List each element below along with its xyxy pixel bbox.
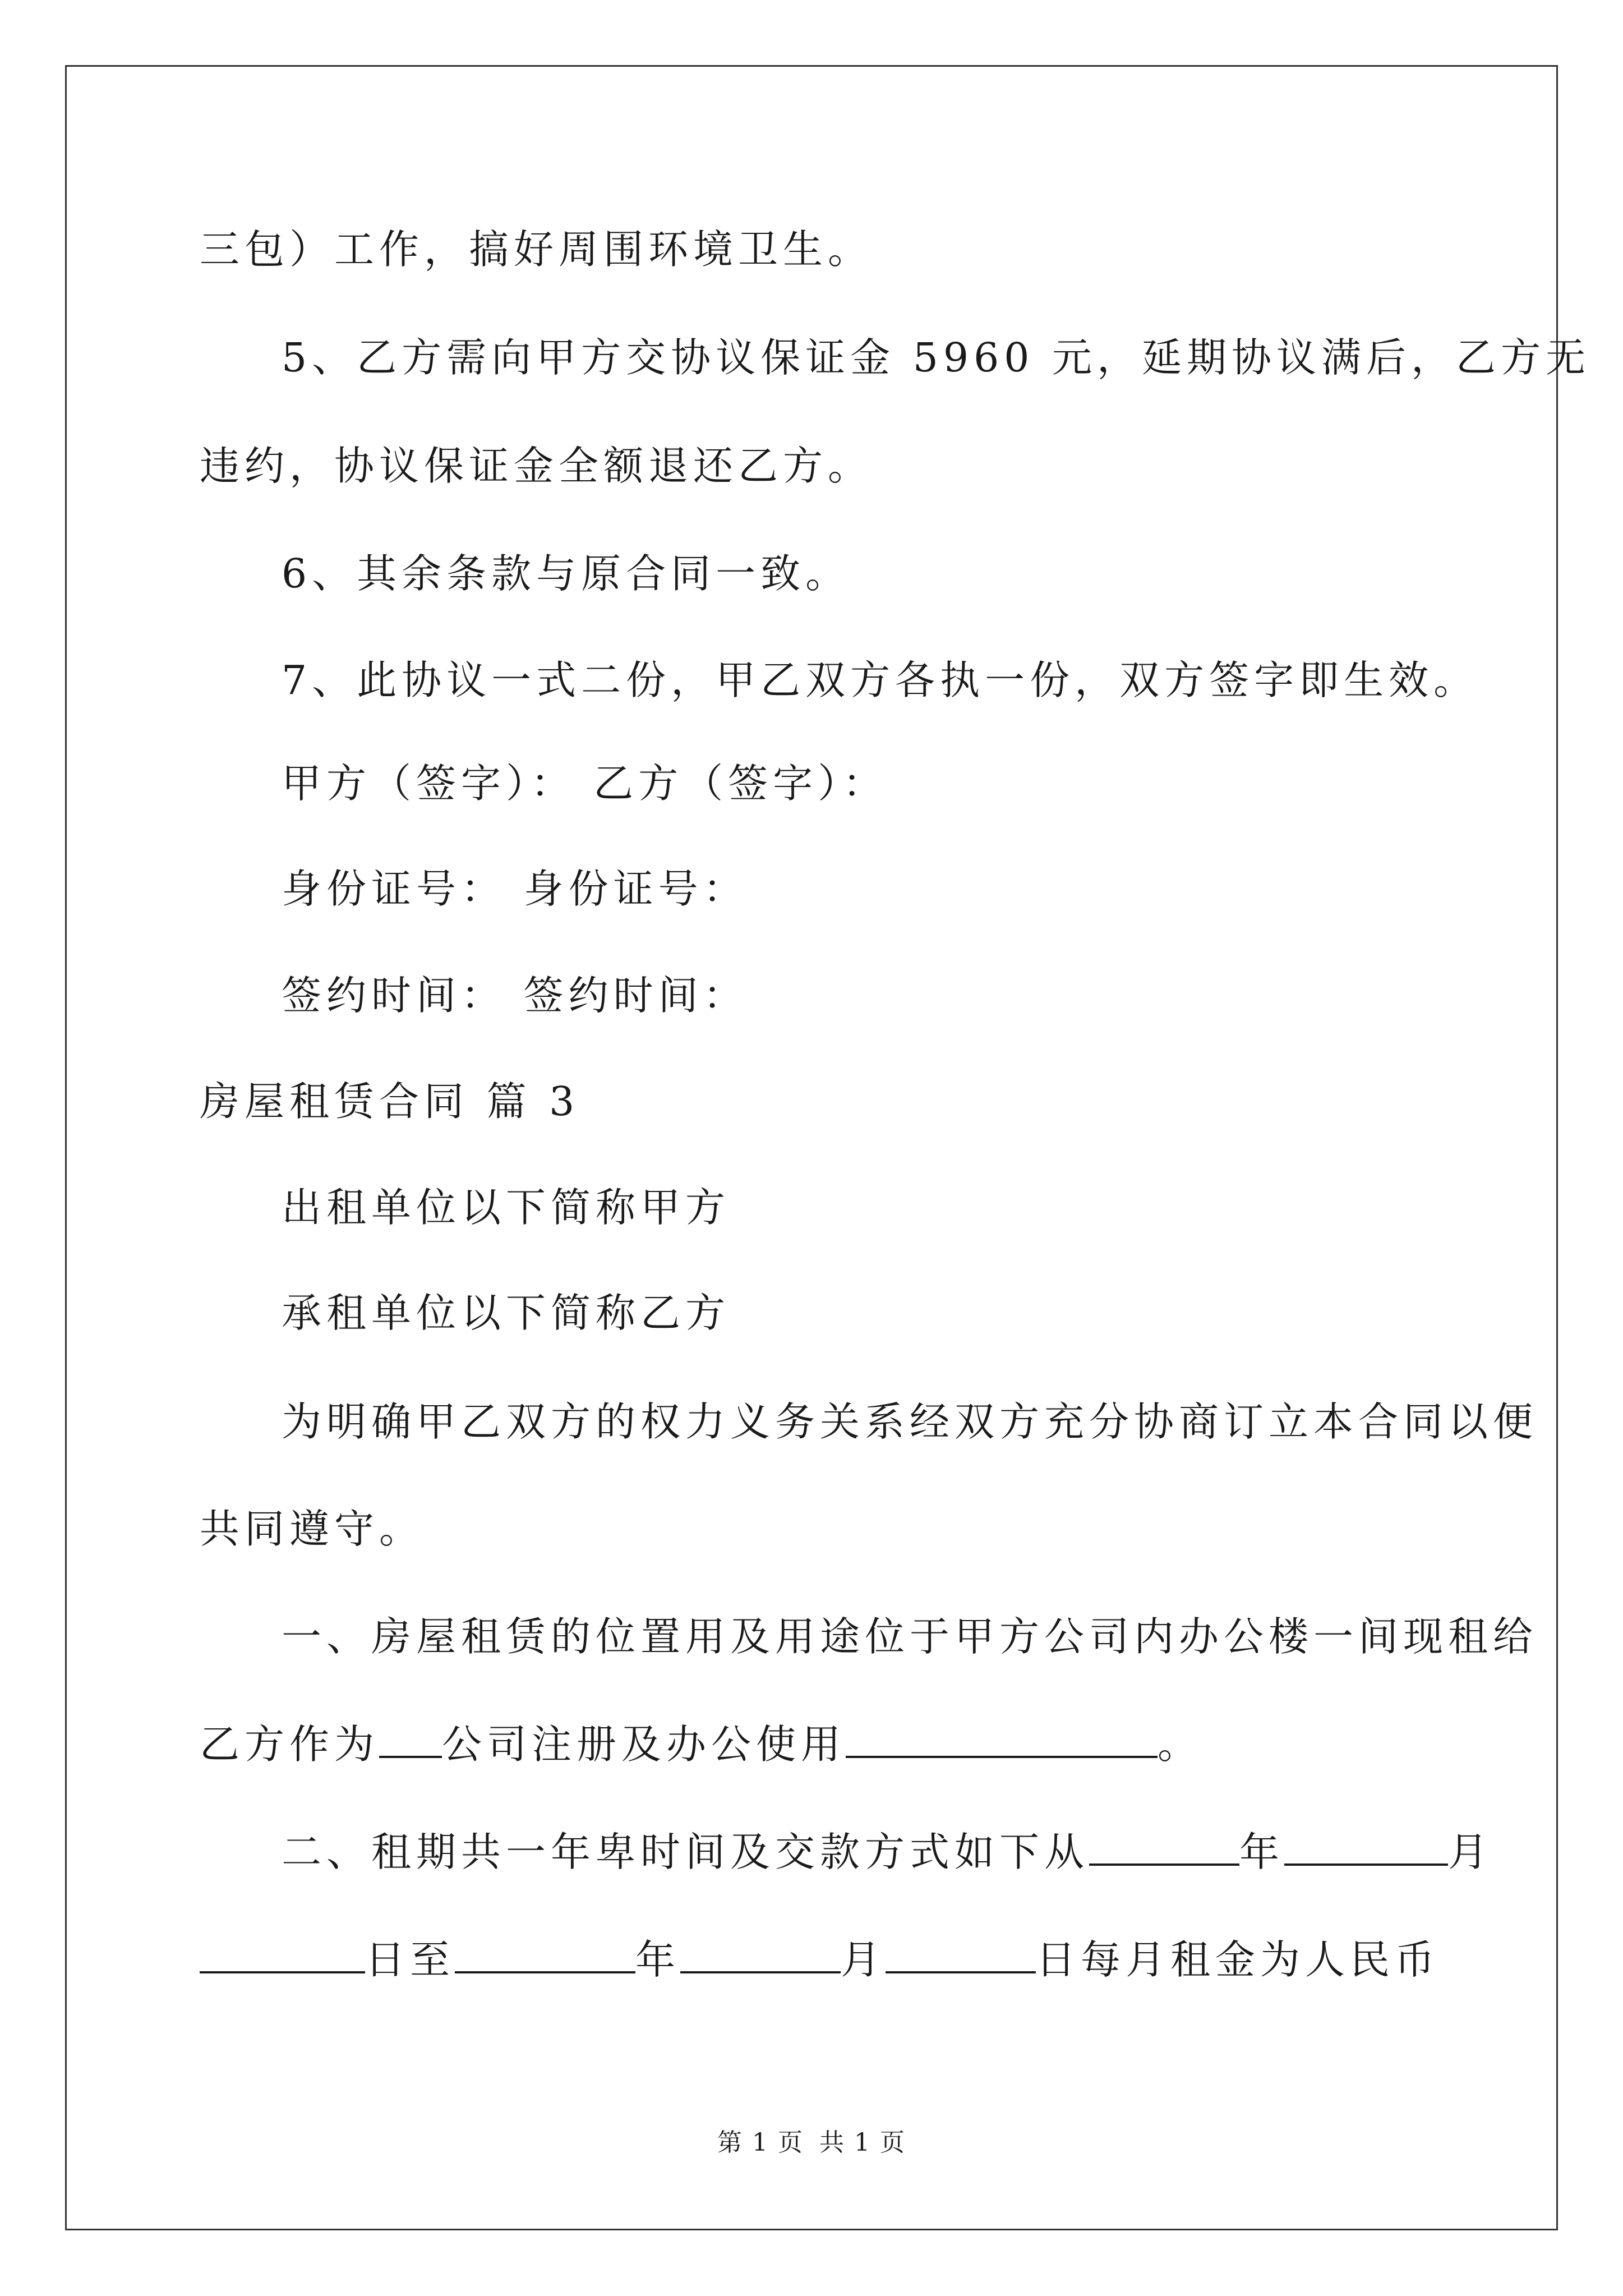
text-run: 乙方作为: [200, 1721, 380, 1768]
text-run: 年: [1239, 1829, 1285, 1875]
signing-date-line: 签约时间： 签约时间：: [282, 972, 748, 1019]
id-number-line: 身份证号： 身份证号：: [282, 866, 748, 912]
text-run: 月: [1448, 1829, 1493, 1875]
fill-in-blank: [886, 1936, 1036, 1973]
paragraph-line: 6、其余条款与原合同一致。: [282, 550, 851, 597]
page-count: 共 1 页: [819, 2128, 906, 2157]
text-run: 。: [1158, 1721, 1203, 1768]
paragraph-line: 一、房屋租赁的位置用及用途位于甲方公司内办公楼一间现租给: [282, 1613, 1538, 1660]
section-heading: 房屋租赁合同 篇 3: [200, 1078, 580, 1125]
fill-in-blank: [1284, 1829, 1448, 1866]
fill-in-blank: [846, 1721, 1158, 1758]
fill-in-blank: [200, 1936, 365, 1973]
paragraph-line: 共同遵守。: [200, 1506, 425, 1552]
text-run: 日至: [365, 1936, 455, 1983]
paragraph-line: 出租单位以下简称甲方: [282, 1184, 731, 1231]
text-run: 年: [635, 1936, 681, 1983]
paragraph-line: [282, 1827, 1493, 1878]
page-number: 第 1 页: [717, 2128, 804, 2157]
page-border: [65, 65, 1558, 2230]
page-footer: [0, 2126, 1623, 2160]
fill-in-blank: [455, 1936, 635, 1973]
fill-in-blank: [680, 1936, 841, 1973]
paragraph-line: 为明确甲乙双方的权力义务关系经双方充分协商订立本合同以便: [282, 1398, 1538, 1445]
paragraph-line: 5、乙方需向甲方交协议保证金 5960 元，延期协议满后，乙方无: [282, 334, 1591, 381]
text-run: 日每月租金为人民币: [1036, 1936, 1440, 1983]
text-run: 公司注册及办公使用: [442, 1721, 846, 1768]
paragraph-line: 承租单位以下简称乙方: [282, 1290, 731, 1336]
paragraph-line: [200, 1935, 1440, 1985]
paragraph-line: 三包）工作，搞好周围环境卫生。: [200, 226, 873, 273]
fill-in-blank: [379, 1721, 442, 1758]
text-run: 二、租期共一年卑时间及交款方式如下从: [282, 1829, 1090, 1875]
paragraph-line: 7、此协议一式二份，甲乙双方各执一份，双方签字即生效。: [282, 657, 1479, 703]
paragraph-line: [200, 1719, 1202, 1770]
paragraph-line: 违约，协议保证金全额退还乙方。: [200, 443, 873, 489]
signature-line: 甲方（签字）： 乙方（签字）：: [282, 760, 888, 807]
text-run: 月: [841, 1936, 886, 1983]
fill-in-blank: [1089, 1829, 1239, 1866]
